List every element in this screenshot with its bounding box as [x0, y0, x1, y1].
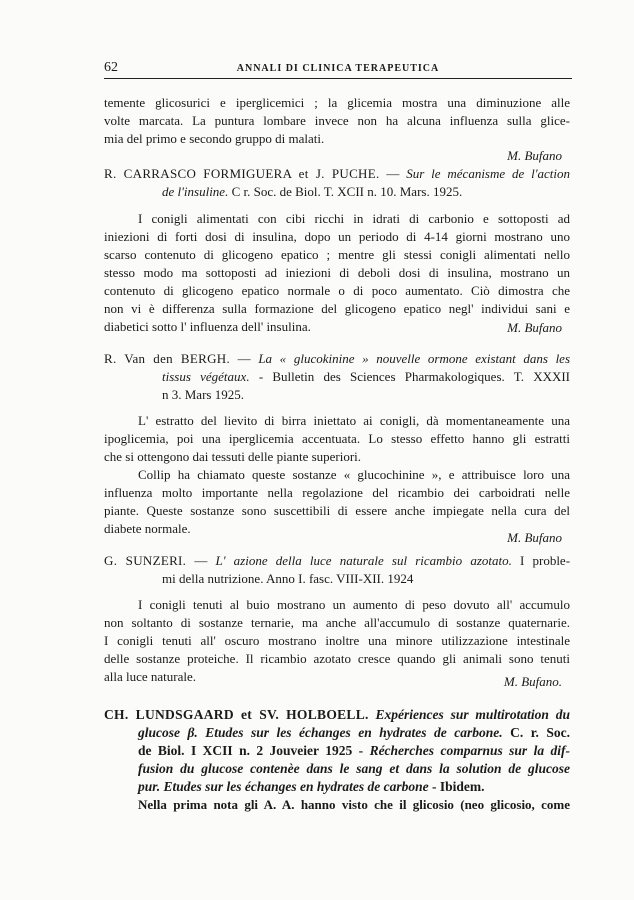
- text-line: Nella prima nota gli A. A. hanno visto che il glicosio (neo glicosio, come: [138, 797, 570, 812]
- citation-line: [104, 368, 570, 386]
- citation-line: [104, 760, 570, 778]
- text-line: piante. Queste sostanze sono suscettibili di essere anche impiegate nella cura del: [104, 503, 570, 518]
- entry-lundsgaard: [104, 706, 570, 814]
- citation-line: [104, 724, 570, 742]
- text-line: contenuto di glicogeno epatico normale o di poco aumentato. Ciò dimostra che: [104, 283, 570, 298]
- citation-line: R. CARRASCO FORMIGUERA et J. PUCHE. — Sur le mécanisme de l'action: [104, 166, 571, 181]
- entry-source: C. r. Soc.: [510, 725, 570, 740]
- entry-title: Sur le mécanisme de l'action: [406, 166, 571, 181]
- citation-line: [104, 706, 570, 724]
- entry-title-2-cont: fusion du glucose contenèe dans le sang et dans la solution de glucose: [138, 761, 570, 776]
- signature: M. Bufano: [507, 148, 562, 163]
- entry-title-2-cont: pur. Etudes sur les échanges en hydrates de carbone: [138, 779, 429, 794]
- entry-title-cont: glucose β. Etudes sur les échanges en hydrates de carbone.: [138, 725, 503, 740]
- entry-source-cont: mi della nutrizione. Anno I. fasc. VIII-XII. 1924: [162, 571, 414, 586]
- text-line: Collip ha chiamato queste sostanze « glucochinine », e attribuisce loro una: [138, 467, 570, 482]
- intro-paragraph: [104, 94, 570, 148]
- text-line: diabetici sotto l' influenza dell' insulina.: [104, 319, 311, 334]
- entry-carrasco: [104, 165, 570, 336]
- journal-title: ANNALI DI CLINICA TERAPEUTICA: [236, 63, 440, 74]
- text-line: I conigli tenuti al buio mostrano un aumento di peso dovuto all' accumulo: [138, 597, 570, 612]
- text-line: diabete normale.: [104, 521, 191, 536]
- text-line: L' estratto del lievito di birra iniettato ai conigli, dà momentaneamente una: [138, 413, 570, 428]
- text-line: iniezioni di forti dosi di insulina, dopo un periodo di 4-14 giorni mostrano uno: [104, 229, 570, 244]
- entry-title: L' azione della luce naturale sul ricambio azotato.: [215, 553, 512, 568]
- text-line: ipoglicemia, poi una iperglicemia accentuata. Lo stesso effetto hanno gli estratti: [104, 431, 570, 446]
- text-line: scarso contenuto di glicogeno epatico ; mentre gli stessi conigli alimentati nello: [104, 247, 570, 262]
- entry-title-cont: de l'insuline.: [162, 184, 229, 199]
- entry-source-ibidem: - Ibidem.: [432, 779, 485, 794]
- text-line: delle sostanze proteiche. Il ricambio azotato cresce quando gli animali sono tenuti: [104, 651, 570, 666]
- entry-title-cont: tissus végétaux.: [162, 369, 250, 384]
- signature: M. Bufano: [507, 530, 562, 545]
- text-line: temente glicosurici e iperglicemici ; la glicemia mostra una diminuzione alle: [104, 95, 570, 110]
- entry-source-cont: de Biol. I XCII n. 2 Jouveier 1925 -: [138, 743, 364, 758]
- citation-line: [104, 778, 570, 796]
- text-line: volte marcata. La puntura lombare invece non ha alcuna influenza sulla glice-: [104, 113, 570, 128]
- text-line: alla luce naturale.: [104, 669, 197, 684]
- entry-authors: G. SUNZERI.: [104, 553, 187, 568]
- text-line: I conigli tenuti all' oscuro mostrano inoltre una minore utilizzazione intestinale: [104, 633, 570, 648]
- entry-source: I proble-: [520, 553, 571, 568]
- citation-line: [104, 742, 570, 760]
- citation-line: [104, 183, 570, 201]
- text-line: influenza molto importante nella regolazione del ricambio dei carboidrati nelle: [104, 485, 570, 500]
- entry-vandenbergh: [104, 350, 570, 538]
- citation-line: R. Van den BERGH. — La « glucokinine » nouvelle ormone existant dans les: [104, 351, 571, 366]
- entry-title-2: Récherches comparnus sur la dif-: [369, 743, 571, 758]
- running-header: [104, 60, 572, 79]
- entry-source-cont: n 3. Mars 1925.: [162, 387, 244, 402]
- signature: M. Bufano.: [503, 674, 562, 689]
- citation-line: G. SUNZERI. — L' azione della luce naturale sul ricambio azotato. I proble-: [104, 553, 571, 568]
- entry-source: - Bulletin des Sciences Pharmakologiques. T. XXXII: [258, 369, 571, 384]
- signature: M. Bufano: [507, 320, 562, 335]
- entry-source: C r. Soc. de Biol. T. XCII n. 10. Mars. 1925.: [231, 184, 463, 199]
- entry-title: Expériences sur multirotation du: [375, 707, 570, 722]
- text-line: non vi è differenza sulla formazione del glicogeno epatico negl' individui sani e: [104, 301, 570, 316]
- text-line: I conigli alimentati con cibi ricchi in idrati di carbonio e sottoposti ad: [138, 211, 570, 226]
- text-line: mia del primo e secondo gruppo di malati.: [104, 131, 325, 146]
- text-line: stesso modo ma sottoposti ad iniezioni di deboli dosi di insulina, mostrano un: [104, 265, 570, 280]
- entry-sunzeri: [104, 552, 570, 686]
- text-line: che si ottengono dai tessuti delle piante superiori.: [104, 449, 362, 464]
- entry-authors: R. Van den BERGH.: [104, 351, 231, 366]
- page-number: 62: [104, 60, 118, 75]
- text-line: non soltanto di sostanze ternarie, ma anche all'accumulo di sostanze quaternarie.: [104, 615, 570, 630]
- entry-authors: CH. LUNDSGAARD et SV. HOLBOELL.: [104, 707, 369, 722]
- entry-title: La « glucokinine » nouvelle ormone existant dans les: [258, 351, 571, 366]
- entry-authors: R. CARRASCO FORMIGUERA et J. PUCHE.: [104, 166, 380, 181]
